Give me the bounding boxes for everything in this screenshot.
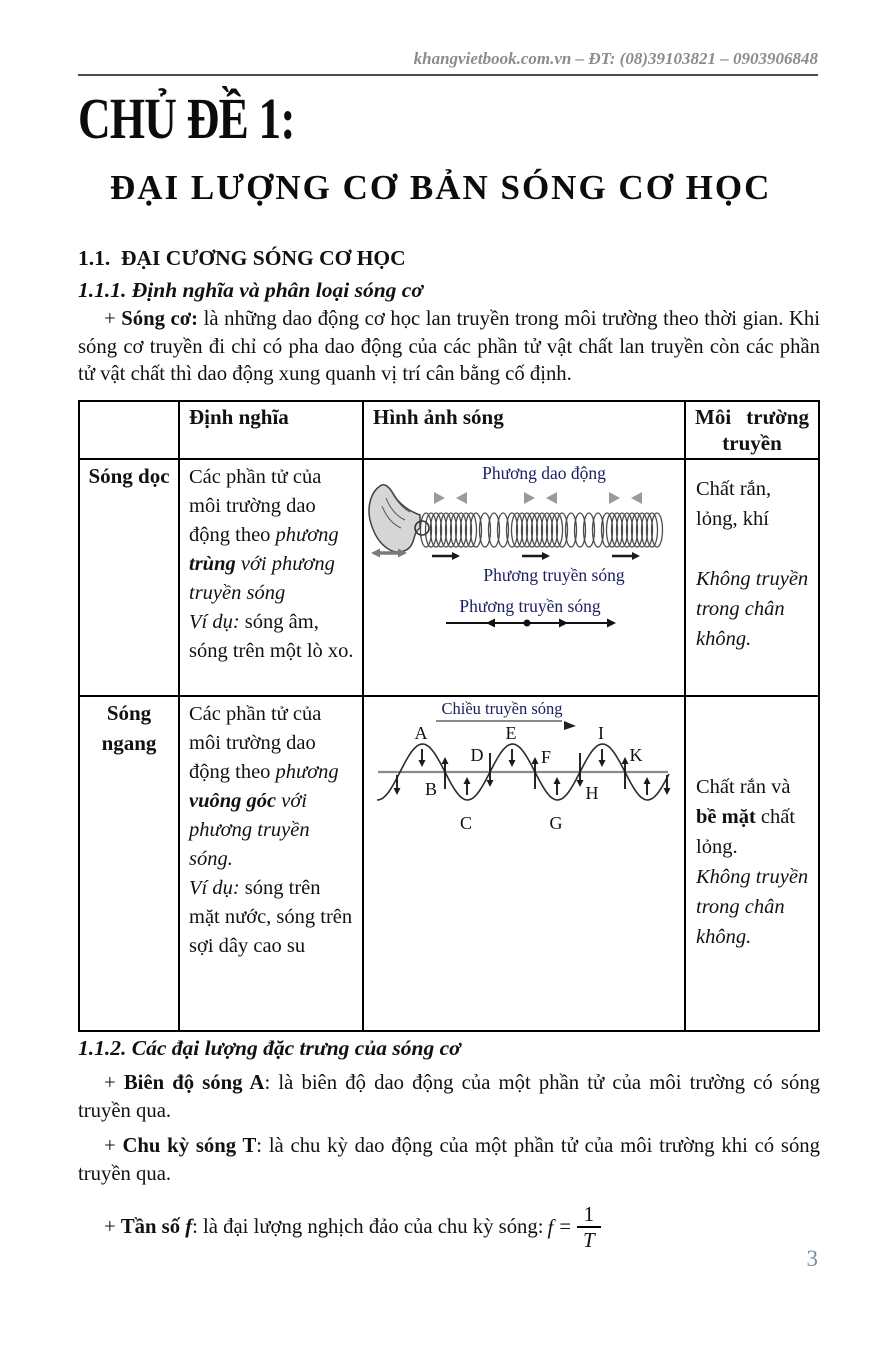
- frequency-item-text: + Tần số f: là đại lượng nghịch đảo của chu kỳ sóng:: [104, 1215, 544, 1238]
- period-item: + Chu kỳ sóng T: là chu kỳ dao động của một phần tử của môi trường khi có sóng truyền qua.: [78, 1135, 820, 1185]
- wave-point-label: A: [414, 723, 428, 743]
- chapter-title: CHỦ ĐỀ 1:: [78, 86, 295, 151]
- image-cell-longitudinal: [363, 459, 685, 696]
- header-cell-medium: Môi trường truyền: [685, 401, 819, 459]
- longitudinal-wave-diagram: [364, 460, 682, 660]
- spring-coils: [421, 513, 663, 547]
- medium-longitudinal: Chất rắn, lỏng, khí Không truyền trong chân không.: [685, 459, 819, 696]
- image-cell-transverse: [363, 696, 685, 1031]
- oscillation-arrows: [434, 492, 642, 504]
- table-row-longitudinal: [79, 459, 819, 696]
- section-1-1-2: [78, 1034, 820, 1252]
- wave-definition-paragraph: + Sóng cơ: là những dao động cơ học lan truyền trong môi trường theo thời gian. Khi sóng cơ truyền đi chỉ có pha dao động của các phần tử vật chất lan truyền còn các phần tử vật chất thì dao động xung quanh vị trí cân bằng cố định.: [78, 308, 821, 385]
- frequency-item: [78, 1202, 820, 1252]
- row-label-transverse: Sóng ngang: [79, 696, 179, 1031]
- table-header-row: [79, 401, 819, 459]
- propagation-direction-label: Phương truyền sóng: [483, 565, 625, 585]
- page-header-website: khangvietbook.com.vn – ĐT: (08)39103821 – 0903906848: [413, 49, 818, 68]
- definition-transverse: Các phần tử của môi trường dao động theo phương vuông góc với phương truyền sóng. Ví dụ: sóng trên mặt nước, sóng trên sợi dây cao su: [179, 696, 363, 1031]
- wave-point-label: I: [598, 723, 604, 743]
- hand-icon: [369, 485, 420, 552]
- header-rule: [78, 74, 818, 76]
- wave-point-label: H: [585, 783, 599, 803]
- wave-point-label: E: [505, 723, 517, 743]
- row-label-longitudinal: Sóng dọc: [79, 459, 179, 696]
- wave-point-label: G: [549, 813, 563, 833]
- formula-lhs: f: [547, 1214, 554, 1239]
- propagation-direction-label-2: Phương truyền sóng: [459, 596, 601, 616]
- wave-point-label: K: [629, 745, 643, 765]
- wave-point-label: F: [540, 747, 552, 767]
- transverse-wave-diagram: [364, 697, 682, 907]
- wave-point-label: D: [470, 745, 484, 765]
- wave-direction-arrowhead: [564, 721, 576, 730]
- wave-types-table: [78, 400, 820, 1032]
- propagation-axis-diagram: [446, 619, 616, 628]
- medium-transverse: Chất rắn và bề mặt chất lỏng. Không truyền trong chân không.: [685, 696, 819, 1031]
- frequency-formula: [547, 1202, 600, 1252]
- oscillation-direction-label: Phương dao động: [482, 463, 606, 483]
- section-1-1-heading: 1.1. ĐẠI CƯƠNG SÓNG CƠ HỌC: [78, 246, 406, 270]
- wave-direction-label: Chiều truyền sóng: [441, 699, 563, 718]
- page-number: 3: [806, 1246, 818, 1271]
- header-cell-empty: [79, 401, 179, 459]
- section-1-1-2-heading: 1.1.2. Các đại lượng đặc trưng của sóng cơ: [78, 1036, 461, 1060]
- chapter-subtitle: ĐẠI LƯỢNG CƠ BẢN SÓNG CƠ HỌC: [110, 168, 772, 207]
- section-1-1-1-heading: 1.1.1. Định nghĩa và phân loại sóng cơ: [78, 278, 423, 302]
- definition-longitudinal: Các phần tử của môi trường dao động theo phương trùng với phương truyền sóng Ví dụ: sóng âm, sóng trên một lò xo.: [179, 459, 363, 696]
- header-cell-definition: Định nghĩa: [179, 401, 363, 459]
- propagation-arrows: [432, 552, 640, 560]
- amplitude-item: + Biên độ sóng A: là biên độ dao động của một phần tử của môi trường có sóng truyền qua.: [78, 1072, 821, 1122]
- formula-equals: =: [559, 1215, 571, 1238]
- wave-point-label: C: [459, 813, 473, 833]
- header-cell-wave-image: Hình ảnh sóng: [363, 401, 685, 459]
- table-row-transverse: [79, 696, 819, 1031]
- fraction-numerator: 1: [583, 1202, 595, 1226]
- fraction-denominator: T: [583, 1228, 595, 1252]
- formula-fraction: [577, 1202, 601, 1252]
- wave-types-table-grid: [78, 400, 820, 1032]
- wave-point-label: B: [424, 779, 438, 799]
